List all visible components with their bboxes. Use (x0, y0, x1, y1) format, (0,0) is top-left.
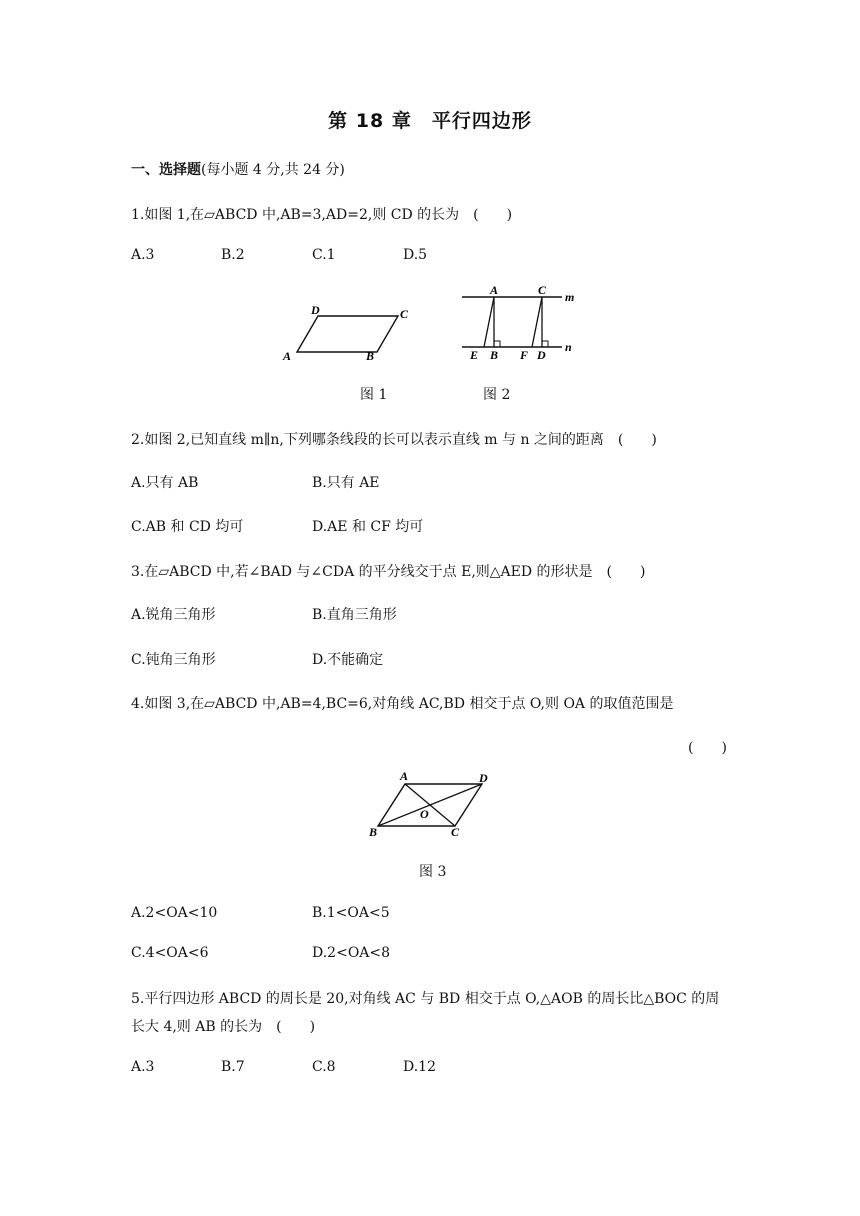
fig2-label-c: C (538, 283, 547, 297)
question-5-text-line-2: 长大 4,则 AB 的长为 ( ) (131, 1019, 316, 1035)
figure-2-parallel-lines (455, 282, 595, 364)
q4-option-a: A.2<OA<10 (131, 905, 218, 921)
q2-option-b: B.只有 AE (312, 475, 380, 491)
q2-option-c: C.AB 和 CD 均可 (131, 519, 244, 535)
fig3-label-o: O (420, 807, 429, 821)
fig1-label-a: A (283, 349, 292, 363)
fig1-label-b: B (366, 349, 375, 363)
q4-option-d: D.2<OA<8 (312, 945, 391, 961)
question-1-text: 1.如图 1,在▱ABCD 中,AB=3,AD=2,则 CD 的长为 ( ) (131, 207, 513, 223)
fig1-label-c: C (400, 307, 409, 321)
section-note: (每小题 4 分,共 24 分) (201, 162, 345, 178)
q4-option-b: B.1<OA<5 (312, 905, 390, 921)
q1-option-d: D.5 (403, 247, 428, 263)
fig2-right-angle-b (494, 341, 500, 347)
q5-option-b: B.7 (221, 1059, 245, 1075)
q4-answer-bracket: ( ) (688, 740, 727, 756)
fig3-label-a: A (400, 769, 409, 783)
page-title: 第 18 章 平行四边形 (328, 110, 532, 132)
q5-option-c: C.8 (312, 1059, 336, 1075)
q2-option-d: D.AE 和 CF 均可 (312, 519, 424, 535)
q1-option-b: B.2 (221, 247, 245, 263)
fig3-diagonal-bd (378, 784, 482, 826)
q4-option-c: C.4<OA<6 (131, 945, 209, 961)
question-4-text: 4.如图 3,在▱ABCD 中,AB=4,BC=6,对角线 AC,BD 相交于点 O,则 OA 的取值范围是 (131, 696, 674, 712)
q5-option-d: D.12 (403, 1059, 436, 1075)
fig2-segment-cf (532, 297, 542, 347)
section-heading: 一、选择题 (131, 162, 201, 178)
figure-1-caption: 图 1 (360, 387, 388, 403)
figure-1-parallelogram (278, 300, 418, 366)
q3-option-b: B.直角三角形 (312, 607, 397, 623)
question-2-text: 2.如图 2,已知直线 m∥n,下列哪条线段的长可以表示直线 m 与 n 之间的距离 ( ) (131, 432, 657, 448)
fig3-label-b: B (369, 825, 378, 839)
fig2-label-e: E (470, 348, 479, 362)
fig1-label-d: D (311, 303, 320, 317)
fig3-label-d: D (479, 771, 488, 785)
fig2-label-f: F (520, 348, 529, 362)
fig2-label-a: A (490, 283, 499, 297)
q3-option-d: D.不能确定 (312, 652, 384, 668)
fig2-right-angle-d (542, 341, 548, 347)
q3-option-a: A.锐角三角形 (131, 607, 216, 623)
q1-option-c: C.1 (312, 247, 336, 263)
q1-option-a: A.3 (131, 247, 155, 263)
figure-3-parallelogram-diagonals (362, 766, 502, 842)
q3-option-c: C.钝角三角形 (131, 652, 216, 668)
q5-option-a: A.3 (131, 1059, 155, 1075)
fig2-label-m: m (565, 290, 575, 304)
fig2-label-n: n (565, 340, 572, 354)
fig1-shape (297, 316, 398, 352)
fig2-label-d: D (537, 348, 546, 362)
fig3-label-c: C (451, 825, 460, 839)
figure-2-caption: 图 2 (483, 387, 511, 403)
question-5-text-line-1: 5.平行四边形 ABCD 的周长是 20,对角线 AC 与 BD 相交于点 O,△AOB 的周长比△BOC 的周 (131, 991, 720, 1007)
question-3-text: 3.在▱ABCD 中,若∠BAD 与∠CDA 的平分线交于点 E,则△AED 的形状是 ( ) (131, 564, 646, 580)
fig2-label-b: B (490, 348, 499, 362)
fig2-segment-ae (484, 297, 494, 347)
figure-3-caption: 图 3 (419, 864, 447, 880)
q2-option-a: A.只有 AB (131, 475, 199, 491)
section-heading-row (131, 159, 345, 179)
